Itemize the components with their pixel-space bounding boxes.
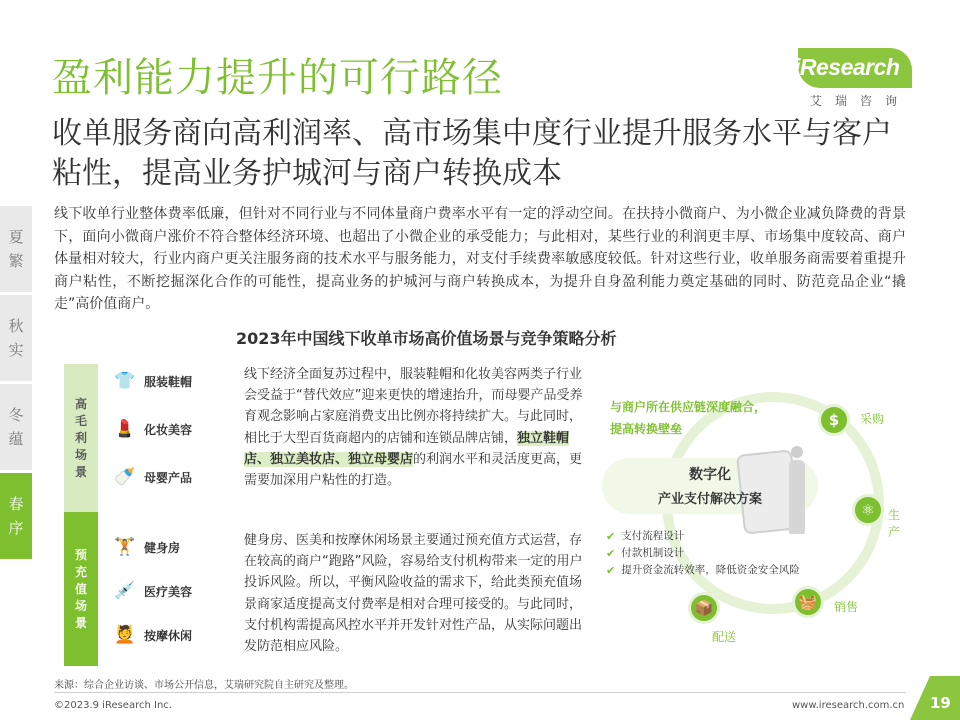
page-title: 盈利能力提升的可行路径: [52, 55, 503, 101]
check-icon: ✔: [606, 530, 616, 543]
category-label: 服装鞋帽: [144, 374, 193, 389]
solution-title: 数字化: [689, 467, 731, 483]
check-icon: ✔: [606, 547, 616, 560]
website-link[interactable]: www.iresearch.com.cn: [792, 700, 905, 711]
category-label: 化妆美容: [144, 422, 193, 437]
side-tab-char: 序: [8, 519, 24, 537]
bullet-item: [606, 562, 800, 579]
solution-bullets: [606, 528, 800, 579]
tab-char: 值: [74, 581, 87, 596]
description-text: 的利润水平和灵活度更高，更需要加深用户粘性的打造。: [244, 451, 583, 489]
side-tab-char: 冬: [8, 406, 24, 424]
high-margin-scene-tab: [64, 364, 98, 512]
baby-bottle-icon: 🍼: [114, 467, 136, 487]
tab-char: 利: [74, 430, 87, 445]
bullet-text: 提升资金流转效率，降低资金安全风险: [621, 564, 800, 576]
side-tab-winter[interactable]: [0, 384, 32, 470]
category-medical-beauty: [112, 576, 232, 606]
tab-char: 充: [74, 564, 87, 579]
side-tab-char: 夏: [8, 228, 24, 246]
dollar-icon: $: [818, 404, 850, 436]
page-subtitle: 收单服务商向高利润率、高市场集中度行业提升服务水平与客户粘性，提高业务护城河与商户转换成本: [52, 116, 892, 191]
iresearch-logo: [784, 48, 916, 112]
strategy-arc-label: [610, 396, 766, 440]
shirt-icon: 👕: [114, 371, 136, 391]
strategy-diagram: [590, 380, 910, 650]
category-label: 母婴产品: [144, 470, 193, 485]
tab-char: 景: [74, 464, 87, 479]
description-text: 线下经济全面复苏过程中，服装鞋帽和化妆美容两类子行业会受益于“替代效应”迎来更快的增速抬升，而母婴产品受养育观念影响占家庭消费支出比例亦将持续扩大。与此同时，相比于大型百货商超内的店铺和连锁品牌店铺，: [244, 367, 583, 446]
tab-char: 景: [74, 615, 87, 630]
category-label: 按摩休闲: [144, 628, 193, 643]
tab-char: 场: [74, 598, 87, 613]
tab-char: 预: [74, 547, 87, 562]
box-icon: 📦: [688, 592, 720, 624]
check-icon: ✔: [606, 564, 616, 577]
node-label-delivery: 配送: [712, 630, 737, 644]
node-label-sales: 销售: [834, 600, 859, 614]
bullet-text: 支付流程设计: [621, 530, 685, 542]
massage-icon: 💆: [114, 625, 136, 645]
side-tab-spring[interactable]: [0, 473, 32, 559]
basket-icon: 🧺: [792, 586, 824, 618]
side-tabs: [0, 206, 32, 562]
medical-beauty-icon: 💉: [114, 581, 136, 601]
category-massage: [112, 620, 232, 650]
side-tab-char: 秋: [8, 317, 24, 335]
solution-subtitle: 产业支付解决方案: [657, 492, 762, 507]
category-label: 健身房: [144, 540, 181, 555]
bullet-item: [606, 528, 800, 545]
category-apparel: [112, 366, 232, 396]
category-maternal-baby: [112, 462, 232, 492]
intro-paragraph: 线下收单行业整体费率低廉，但针对不同行业与不同体量商户费率水平有一定的浮动空间。在扶持小微商户、为小微企业减负降费的背景下，面向小微商户涨价不符合整体经济环境、也超出了小微企业的承受能力；与此相对，某些行业的利润更丰厚、市场集中度较高、商户体量相对较大，行业内商户更关注服务商的技术水平与服务能力，对支付手续费率敏感度较低。针对这些行业，收单服务商需要着重提升商户粘性，不断挖掘深化合作的可能性，提高业务的护城河与商户转换成本，为提升自身盈利能力奠定基础的同时、防范竞品企业“撬走”高价值商户。: [54, 206, 906, 312]
side-tab-char: 蕴: [8, 430, 24, 448]
side-tab-char: 繁: [8, 252, 24, 270]
node-label-production: 生产: [888, 508, 901, 539]
atom-icon: ⚛: [852, 494, 884, 526]
side-tab-char: 春: [8, 495, 24, 513]
logo-text: iResearch: [794, 54, 900, 80]
bullet-text: 付款机制设计: [621, 547, 685, 559]
prepaid-scene-tab: [64, 512, 98, 666]
dumbbell-icon: 🏋: [114, 537, 136, 557]
arc-label-line: 提高转换壁垒: [610, 422, 683, 436]
cosmetics-icon: 💄: [114, 419, 136, 439]
bullet-item: [606, 545, 800, 562]
page-number: 19: [930, 694, 951, 712]
prepaid-description: 健身房、医美和按摩休闲场景主要通过预充值方式运营，存在较高的商户“跑路”风险，容易给支付机构带来一定的用户投诉风险。所以，平衡风险收益的需求下，给此类预充值场景商家适度提高支付费率是相对合理可接受的。与此同时，支付机构需提高风控水平并开发针对性产品，从实际问题出发防范相应风险。: [244, 533, 583, 655]
tab-char: 毛: [74, 413, 87, 428]
side-tab-char: 实: [8, 341, 24, 359]
arc-label-line: 与商户所在供应链深度融合，: [610, 400, 767, 414]
tab-char: 高: [74, 396, 87, 411]
side-tab-summer[interactable]: [0, 206, 32, 292]
source-note: 来源：综合企业访谈、市场公开信息，艾瑞研究院自主研究及整理。: [54, 680, 354, 691]
tab-char: 场: [74, 447, 87, 462]
category-cosmetics: [112, 414, 232, 444]
high-margin-description: [244, 364, 584, 491]
highlighted-text: 独立鞋帽店、独立美妆店、独立母婴店: [244, 430, 570, 467]
person-head: [791, 446, 803, 458]
category-gym: [112, 532, 232, 562]
logo-cn-text: 艾瑞咨询: [810, 94, 911, 108]
side-tab-autumn[interactable]: [0, 295, 32, 381]
category-label: 医疗美容: [144, 584, 193, 599]
node-label-procurement: 采购: [860, 412, 885, 426]
copyright-text: ©2023.9 iResearch Inc.: [54, 700, 172, 711]
chart-title: 2023年中国线下收单市场高价值场景与竞争策略分析: [236, 329, 617, 348]
footer-divider: [54, 692, 906, 693]
